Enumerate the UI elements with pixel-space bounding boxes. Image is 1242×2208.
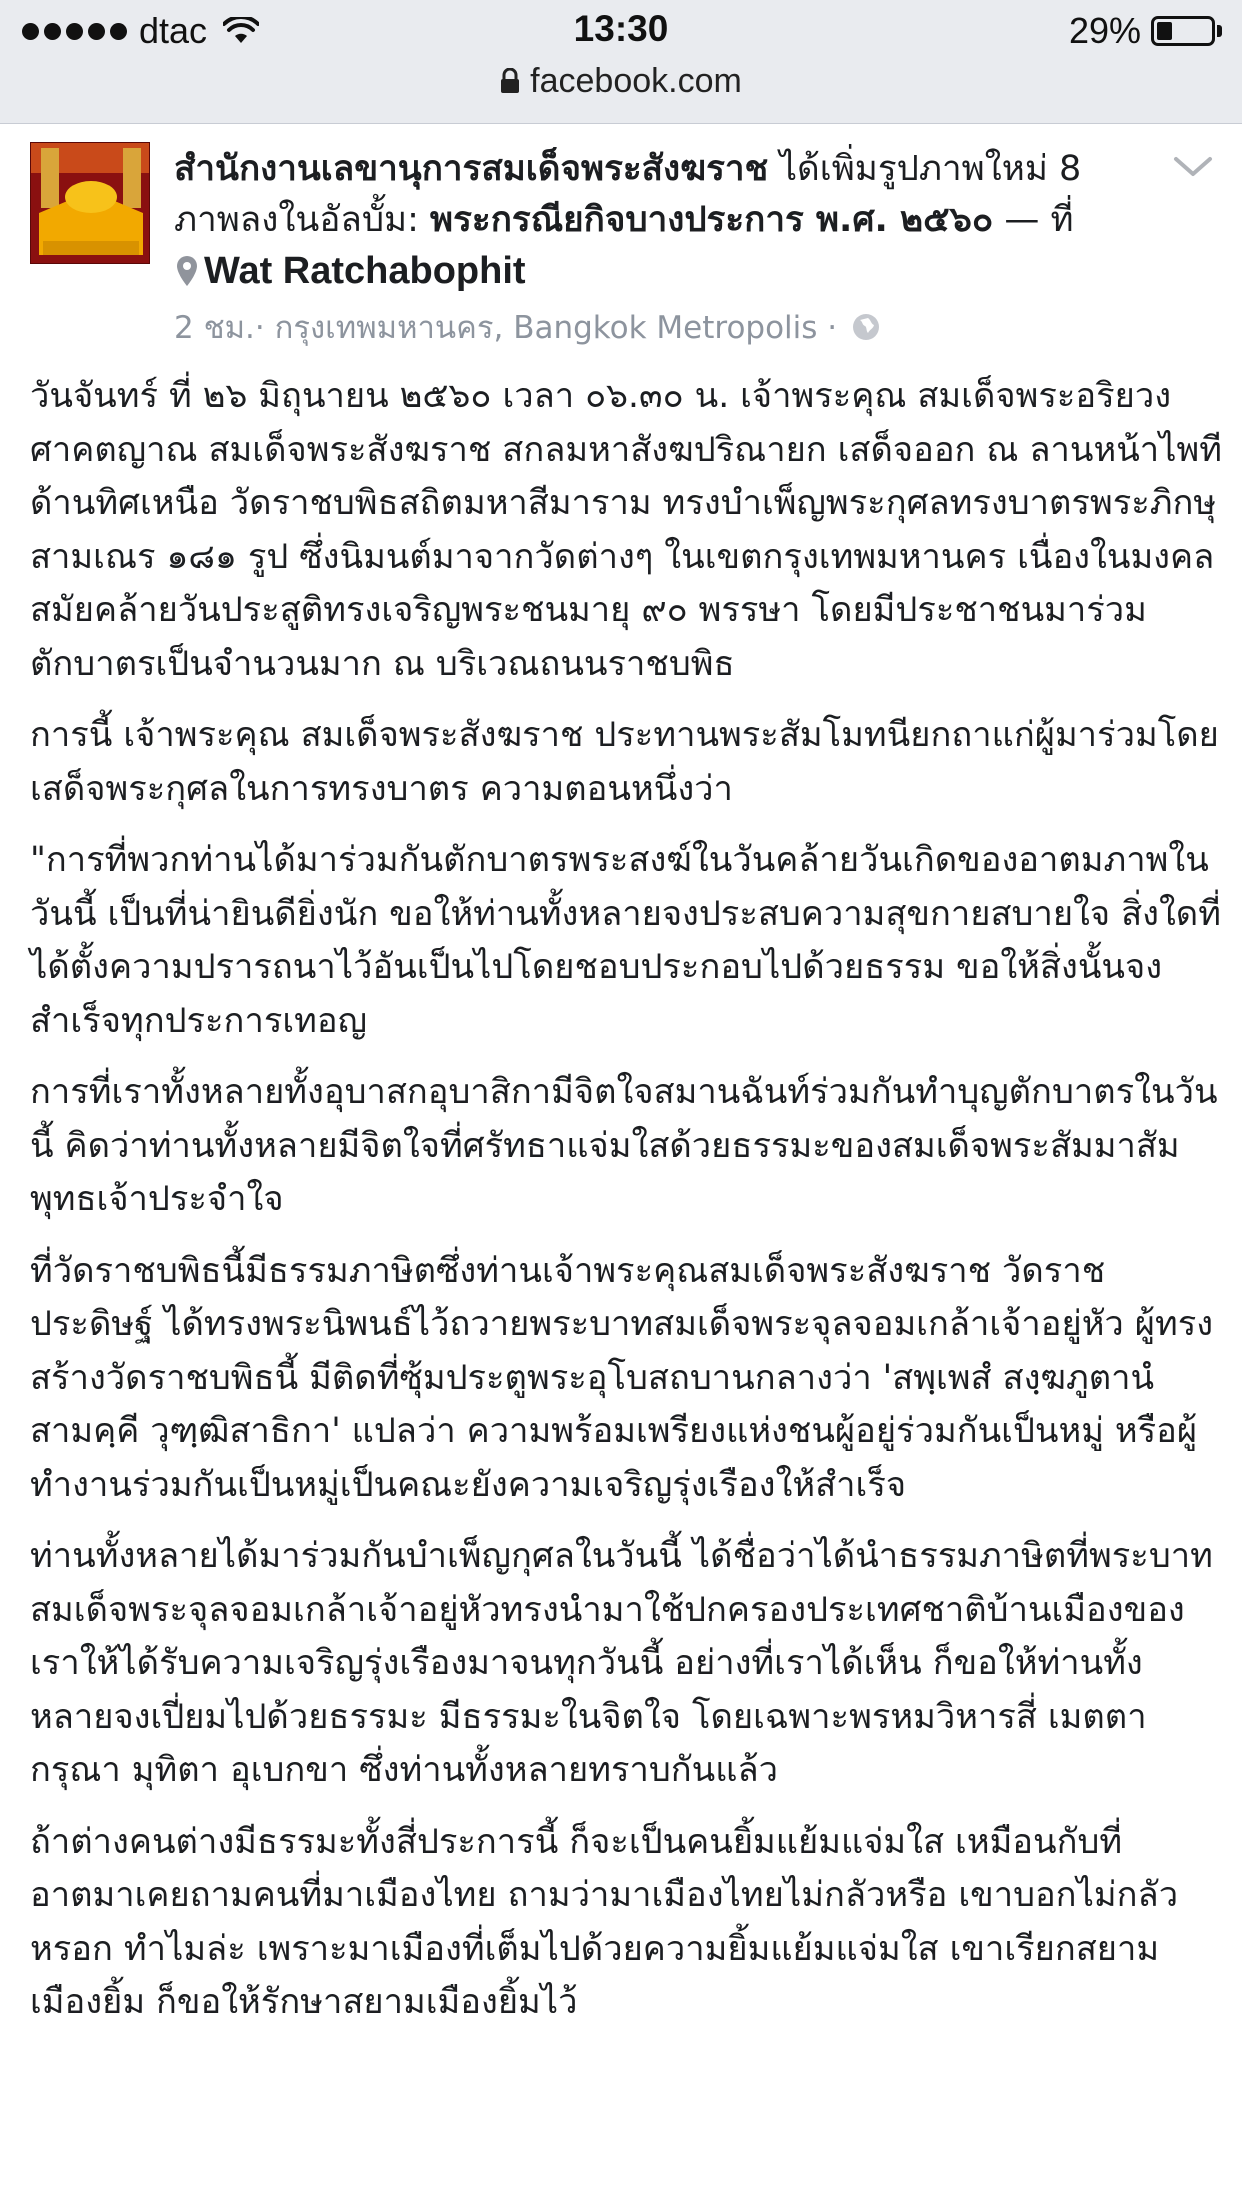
chevron-down-icon[interactable] (1172, 154, 1214, 180)
address-bar[interactable] (0, 58, 1242, 104)
carrier-name: dtac (139, 10, 208, 51)
post-header (0, 124, 1242, 364)
url-text: facebook.com (530, 61, 742, 100)
post-time[interactable]: 2 ชม. (174, 310, 255, 346)
post-paragraph: การที่เราทั้งหลายทั้งอุบาสกอุบาสิกามีจิตใจสมานฉันท์ร่วมกันทำบุญตักบาตรในวันนี้ คิดว่าท่านทั้งหลายมีจิตใจที่ศรัทธาแจ่มใสด้วยธรรมะของสมเด็จพระสัมมาสัมพุทธเจ้าประจำใจ (30, 1072, 1218, 1219)
battery-level-fill (1157, 22, 1172, 40)
battery-percent: 29% (1068, 10, 1141, 51)
battery-tip (1217, 25, 1222, 37)
at-text: — ที่ (993, 200, 1074, 240)
post-title (174, 144, 1104, 298)
ios-status-bar (0, 0, 1242, 124)
post-location: · กรุงเทพมหานคร, Bangkok Metropolis · (254, 310, 838, 346)
post-paragraph: ถ้าต่างคนต่างมีธรรมะทั้งสี่ประการนี้ ก็จะเป็นคนยิ้มแย้มแจ่มใส เหมือนกับที่อาตมาเคยถามคนที่มาเมืองไทย ถามว่ามาเมืองไทยไม่กลัวหรือ เขาบอกไม่กลัวหรอก ทำไมล่ะ เพราะมาเมืองที่เต็มไปด้วยความยิ้มแย้มแจ่มใส เขาเรียกสยามเมืองยิ้ม ก็ขอให้รักษาสยามเมืองยิ้มไว้ (30, 1821, 1179, 2022)
battery-icon (1151, 16, 1215, 46)
battery-group (1069, 10, 1222, 52)
post-paragraph: ที่วัดราชบพิธนี้มีธรรมภาษิตซึ่งท่านเจ้าพระคุณสมเด็จพระสังฆราช วัดราชประดิษฐ์ ได้ทรงพระนิพนธ์ไว้ถวายพระบาทสมเด็จพระจุลจอมเกล้าเจ้าอยู่หัว ผู้ทรงสร้างวัดราชบพิธนี้ มีติดที่ซุ้มประตูพระอุโบสถบานกลางว่า 'สพฺเพสํ สงฺฆภูตานํ สามคฺคี วุฑฺฒิสาธิกา' แปลว่า ความพร้อมเพรียงแห่งชนผู้อยู่ร่วมกันเป็นหมู่ หรือผู้ทำงานร่วมกันเป็นหมู่เป็นคณะยังความเจริญรุ่งเรืองให้สำเร็จ (30, 1250, 1214, 1505)
lock-icon (500, 68, 520, 94)
post-paragraph: ท่านทั้งหลายได้มาร่วมกันบำเพ็ญกุศลในวันนี้ ได้ชื่อว่าได้นำธรรมภาษิตที่พระบาทสมเด็จพระจุลจอมเกล้าเจ้าอยู่หัวทรงนำมาใช้ปกครองประเทศชาติบ้านเมืองของเราให้ได้รับความเจริญรุ่งเรืองมาจนทุกวันนี้ อย่างที่เราได้เห็น ก็ขอให้ท่านทั้งหลายจงเปี่ยมไปด้วยธรรมะ มีธรรมะในจิตใจ โดยเฉพาะพรหมวิหารสี่ เมตตา กรุณา มุทิตา อุเบกขา ซึ่งท่านทั้งหลายทราบกันแล้ว (30, 1536, 1213, 1790)
page-name-link[interactable]: สำนักงานเลขานุการสมเด็จพระสังฆราช (174, 149, 769, 189)
avatar-image (31, 143, 150, 264)
post-action-text: ได้เพิ่มรูปภาพใหม่ 8 ภาพลงในอัลบั้ม: (174, 149, 1082, 240)
post-body (30, 370, 1225, 2048)
page-avatar[interactable] (30, 142, 150, 264)
globe-icon (851, 312, 881, 342)
post-paragraph: การนี้ เจ้าพระคุณ สมเด็จพระสังฆราช ประทานพระสัมโมทนียกถาแก่ผู้มาร่วมโดยเสด็จพระกุศลในการทรงบาตร ความตอนหนึ่งว่า (30, 715, 1219, 809)
place-link[interactable]: Wat Ratchabophit (204, 250, 526, 292)
album-link[interactable]: พระกรณียกิจบางประการ พ.ศ. ๒๕๖๐ (430, 200, 994, 240)
clock: 13:30 (573, 8, 669, 49)
post-paragraph: วันจันทร์ ที่ ๒๖ มิถุนายน ๒๕๖๐ เวลา ๐๖.๓๐ น. เจ้าพระคุณ สมเด็จพระอริยวงศาคตญาณ สมเด็จพระสังฆราช สกลมหาสังฆปริณายก เสด็จออก ณ ลานหน้าไพทีด้านทิศเหนือ วัดราชบพิธสถิตมหาสีมาราม ทรงบำเพ็ญพระกุศลทรงบาตรพระภิกษุสามเณร ๑๘๑ รูป ซึ่งนิมนต์มาจากวัดต่างๆ ในเขตกรุงเทพมหานคร เนื่องในมงคลสมัยคล้ายวันประสูติทรงเจริญพระชนมายุ ๙๐ พรรษา โดยมีประชาชนมาร่วมตักบาตรเป็นจำนวนมาก ณ บริเวณถนนราชบพิธ (30, 376, 1223, 684)
post-paragraph: "การที่พวกท่านได้มาร่วมกันตักบาตรพระสงฆ์ในวันคล้ายวันเกิดของอาตมภาพในวันนี้ เป็นที่น่ายินดียิ่งนัก ขอให้ท่านทั้งหลายจงประสบความสุขกายสบายใจ สิ่งใดที่ได้ตั้งความปรารถนาไว้อันเป็นไปโดยชอบประกอบไปด้วยธรรม ขอให้สิ่งนั้นจงสำเร็จทุกประการเทอญ (30, 840, 1221, 1041)
location-pin-icon (176, 255, 198, 287)
post-meta (174, 302, 881, 352)
